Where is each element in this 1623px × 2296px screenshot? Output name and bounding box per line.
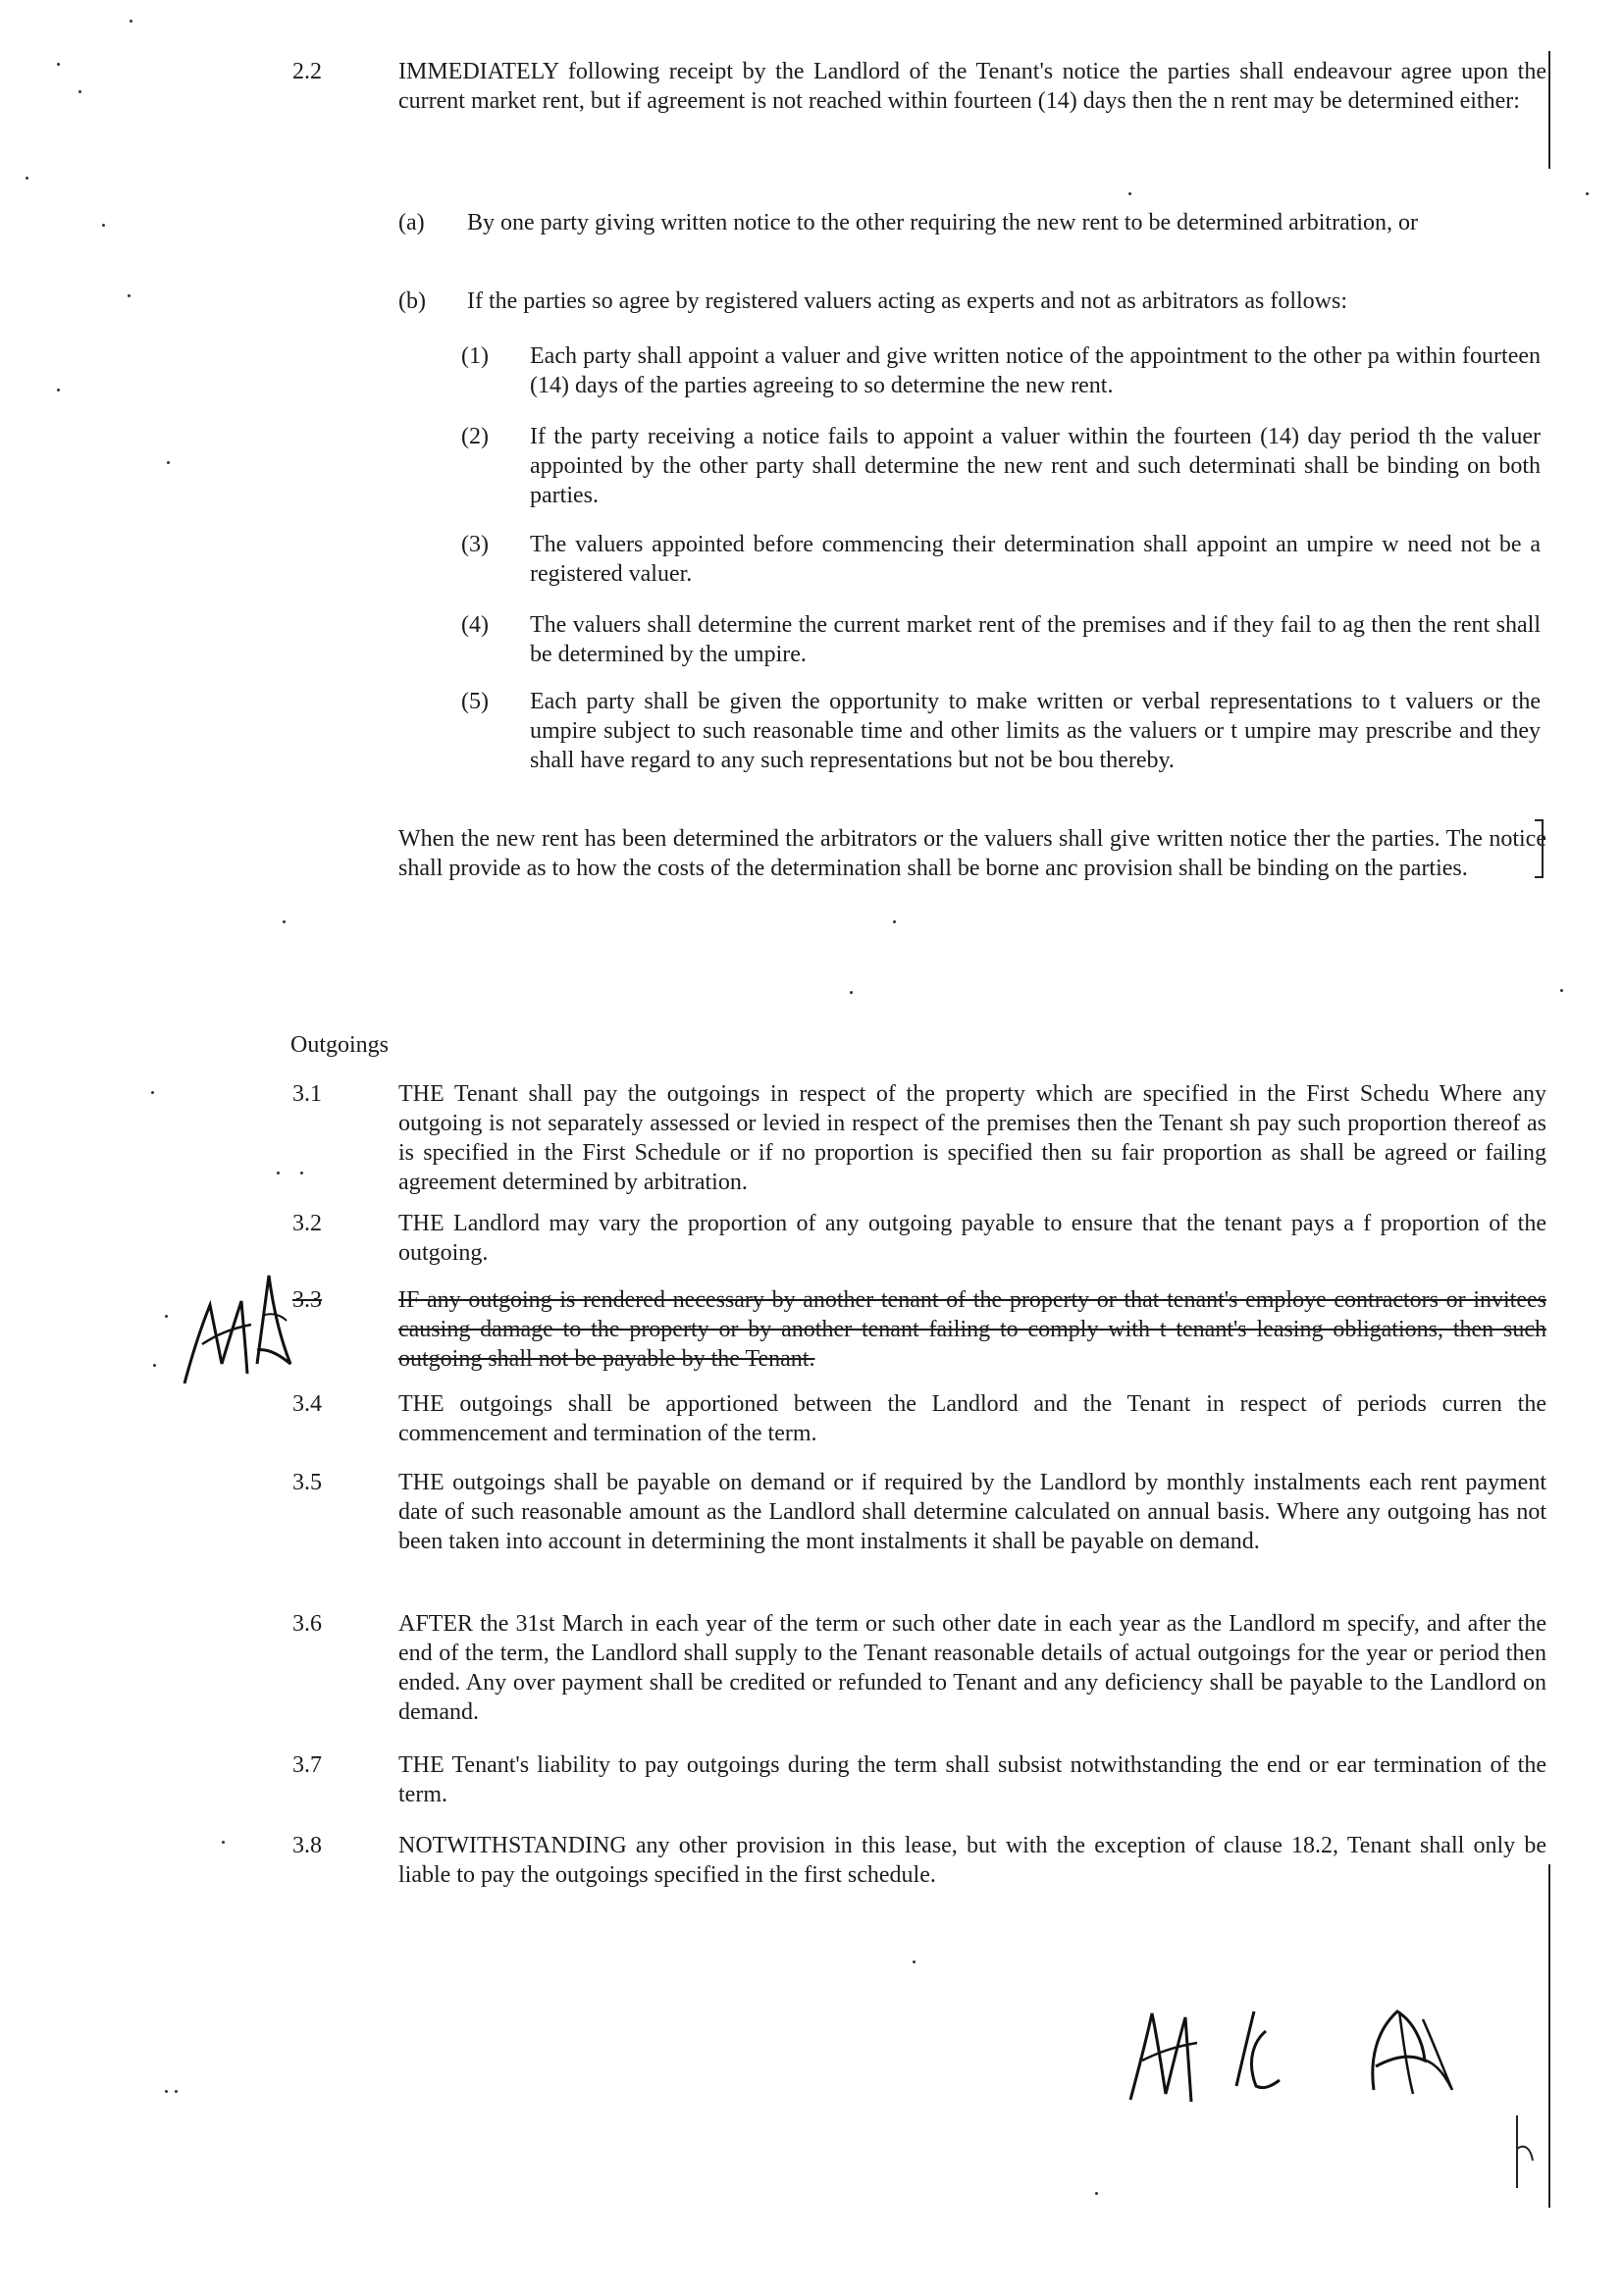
clause-3-4-number: 3.4 [292, 1391, 322, 1417]
clause-2-2-b-3-label: (3) [461, 532, 489, 557]
scan-speck [893, 920, 896, 923]
edge-scribble [1511, 2110, 1541, 2198]
clause-2-2-b-1-label: (1) [461, 343, 489, 369]
scan-speck [222, 1841, 225, 1844]
handwritten-initials-bottom [1119, 1992, 1511, 2129]
scan-speck [153, 1364, 156, 1367]
clause-2-2-b-text: If the parties so agree by registered valuers acting as experts and not as arbitrators as follows: [467, 288, 1348, 314]
clause-3-5-text: THE outgoings shall be payable on demand or if required by the Landlord by monthly instalments each rent payment date of such reasonable amount as the Landlord shall determine calculated on annual basis. Where any outgoing has not been taken into account in determining the mont instalments it shall be payable on demand. [398, 1470, 1546, 1554]
scan-speck [130, 20, 132, 23]
clause-2-2-b-4-label: (4) [461, 612, 489, 638]
clause-2-2-b-5-text: Each party shall be given the opportunity to make written or verbal representations to t valuers or the umpire subject to such reasonable time and other limits as the valuers or t umpire may prescribe and they shall have regard to any such representations but not be bou thereby. [530, 689, 1541, 773]
clause-3-7-text: THE Tenant's liability to pay outgoings during the term shall subsist notwithstanding the end or ear termination of the term. [398, 1752, 1546, 1807]
scan-speck [1128, 192, 1131, 195]
clause-2-2-b-2-text: If the party receiving a notice fails to appoint a valuer within the fourteen (14) day period th the valuer appointed by the other party shall determine the new rent and such determinati shall be binding on both parties. [530, 424, 1541, 508]
clause-3-1-number: 3.1 [292, 1081, 322, 1107]
scan-speck [79, 90, 81, 93]
clause-2-2-a-label: (a) [398, 210, 425, 235]
scan-speck [57, 389, 60, 391]
clause-3-6-text: AFTER the 31st March in each year of the term or such other date in each year as the Landlord m specify, and after the end of the term, the Landlord shall supply to the Tenant reasonable details of actual outgoings for the year or period then ended. Any over payment shall be credited or refunded to Tenant and any deficiency shall be payable to the Landlord on demand. [398, 1611, 1546, 1725]
scan-speck [1560, 989, 1563, 992]
clause-2-2-b-2-label: (2) [461, 424, 489, 449]
scan-speck [300, 1172, 303, 1174]
scan-edge-line [1548, 51, 1550, 169]
clause-3-2-text: THE Landlord may vary the proportion of any outgoing payable to ensure that the tenant pays a f proportion of the outgoing. [398, 1211, 1546, 1266]
scan-speck [913, 1960, 916, 1963]
clause-2-2-text: IMMEDIATELY following receipt by the Landlord of the Tenant's notice the parties shall endeavour agree upon the current market rent, but if agreement is not reached within fourteen (14) days then the n rent may be determined either: [398, 59, 1546, 114]
scan-speck [283, 920, 286, 923]
scan-edge-line [1548, 1864, 1550, 2208]
clause-3-2-number: 3.2 [292, 1211, 322, 1236]
clause-3-8-number: 3.8 [292, 1833, 322, 1858]
scan-speck [167, 461, 170, 464]
scan-speck [102, 224, 105, 227]
clause-2-2-b-3-text: The valuers appointed before commencing their determination shall appoint an umpire w need not be a registered valuer. [530, 532, 1541, 587]
clause-3-7-number: 3.7 [292, 1752, 322, 1778]
bracket-mark [1531, 816, 1550, 885]
clause-3-3-number: 3.3 [292, 1287, 322, 1313]
scan-speck [165, 1315, 168, 1318]
scan-speck [850, 991, 853, 994]
scan-speck [128, 294, 131, 297]
clause-3-4-text: THE outgoings shall be apportioned between the Landlord and the Tenant in respect of periods curren the commencement and termination of the term. [398, 1391, 1546, 1446]
scan-speck [1095, 2192, 1098, 2195]
clause-3-5-number: 3.5 [292, 1470, 322, 1495]
clause-3-6-number: 3.6 [292, 1611, 322, 1637]
clause-2-2-b-label: (b) [398, 288, 426, 314]
scan-speck [277, 1172, 280, 1174]
handwritten-initials-left [163, 1266, 310, 1413]
clause-2-2-number: 2.2 [292, 59, 322, 84]
clause-3-1-text: THE Tenant shall pay the outgoings in respect of the property which are specified in the First Schedu Where any outgoing is not separately assessed or levied in respect of the premises then the Tenant sh pay such proportion thereof as is specified in the First Schedule or if no proportion is specified then su fair proportion as shall be agreed or failing agreement determined by arbitration. [398, 1081, 1546, 1195]
scan-speck [175, 2090, 178, 2093]
clause-3-8-text: NOTWITHSTANDING any other provision in this lease, but with the exception of clause 18.2, Tenant shall only be liable to pay the outgoings specified in the first schedule. [398, 1833, 1546, 1888]
clause-3-3-text: IF any outgoing is rendered necessary by another tenant of the property or that tenant's employe contractors or invitees causing damage to the property or by another tenant failing to comply with t tenant's leasing obligations, then such outgoing shall not be payable by the Tenant. [398, 1287, 1546, 1372]
scan-speck [57, 63, 60, 66]
scan-speck [151, 1091, 154, 1094]
clause-2-2-a-text: By one party giving written notice to the other requiring the new rent to be determined arbitration, or [467, 210, 1419, 235]
clause-2-2-b-5-label: (5) [461, 689, 489, 714]
clause-2-2-closing-text: When the new rent has been determined the arbitrators or the valuers shall give written notice ther the parties. The notice shall provide as to how the costs of the determination shall be borne anc provision shall be binding on the parties. [398, 826, 1546, 881]
scan-speck [26, 177, 28, 180]
clause-2-2-b-4-text: The valuers shall determine the current market rent of the premises and if they fail to ag then the rent shall be determined by the umpire. [530, 612, 1541, 667]
clause-2-2-b-1-text: Each party shall appoint a valuer and give written notice of the appointment to the other pa within fourteen (14) days of the parties agreeing to so determine the new rent. [530, 343, 1541, 398]
scan-speck [165, 2090, 168, 2093]
outgoings-heading: Outgoings [290, 1032, 390, 1058]
scan-speck [1586, 192, 1589, 195]
